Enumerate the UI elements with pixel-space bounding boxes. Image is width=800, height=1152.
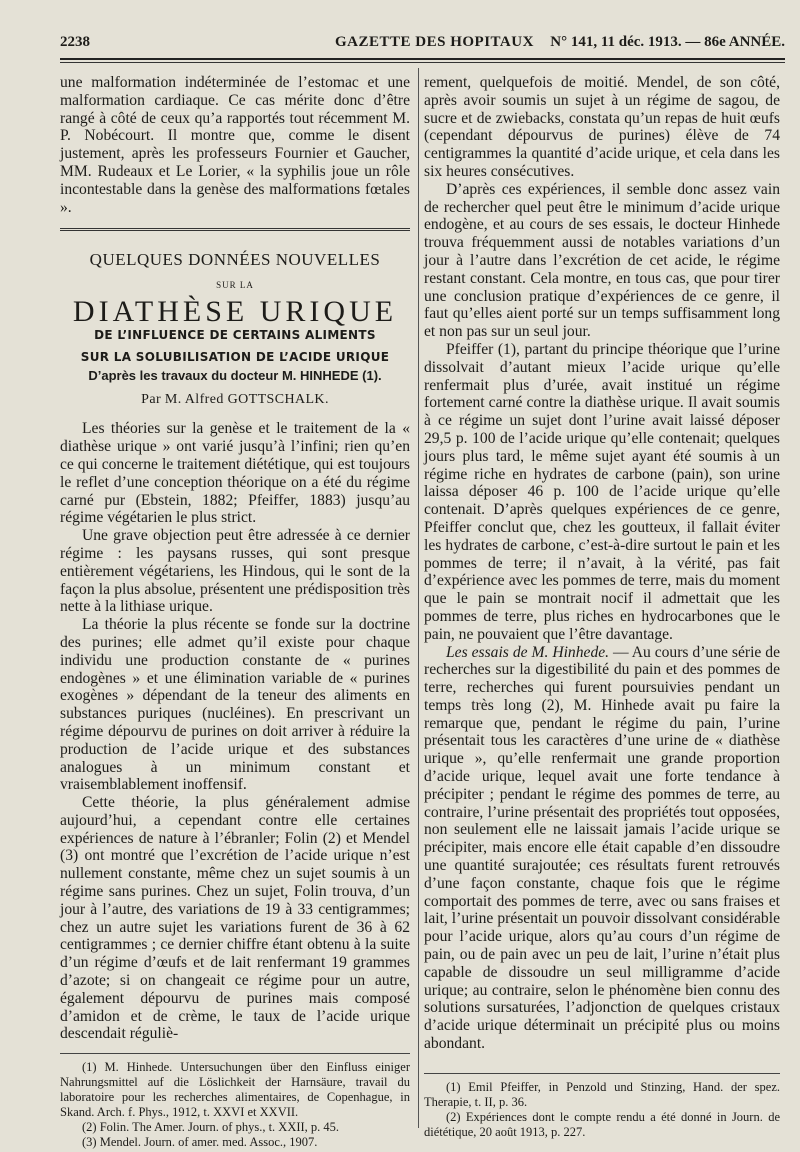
footnote-rule [60,1053,410,1054]
article-subtitle-2: SUR LA SOLUBILISATION DE L’ACIDE URIQUE [80,349,390,364]
page-header [60,32,785,56]
footnote: (2) Expériences dont le compte rendu a été donné in Journ. de diététique, 20 août 1913, p. 227. [424,1109,780,1139]
article-separator [60,228,410,231]
footnote: (2) Folin. The Amer. Journ. of phys., t. XXII, p. 45. [82,1120,340,1135]
previous-article-ending: une malformation indéterminée de l’estomac et une malformation cardiaque. Ce cas mérite donc d’être rangé à côté de ceux qu’a rapportés tout récemment M. P. Nobécourt. Il montre que, comme le disent justement, après les professeurs Fournier et Gaucher, MM. Rudeaux et Le Lorier, « la syphilis joue un rôle incontestable dans la genèse des malformations fœtales ». [60,74,410,216]
footnote-rule [424,1073,780,1074]
article-heading [60,251,410,408]
footnotes [424,1080,780,1140]
paragraph: Cette théorie, la plus généralement admise aujourd’hui, a cependant contre elle certaines expériences de nature à l’ébranler; Folin (2) et Mendel (3) ont montré que l’excrétion de l’acide urique n’est nullement constante, même chez un sujet soumis à un régime sans purines. Chez un sujet, Folin trouva, d’un jour à l’autre, des variations de 19 à 33 centigrammes; chez un autre sujet les variations furent de 36 à 62 centigrammes ; ce dernier chiffre étant obtenu à la suite d’un régime d’œufs et de lait renfermant 19 grammes d’azote; si on changeait ce régime pour un autre, également dépourvu de purines mais composé d’amidon et de crème, le taux de l’acide urique descendait réguliè- [60,794,410,1043]
header-rule-thin [60,62,785,63]
section-lead: Les essais de M. Hinhede. [446,643,610,661]
article-sur-la: SUR LA [216,280,254,291]
column-divider [418,68,419,1128]
footnotes [60,1060,410,1150]
page-number: 2238 [60,34,90,50]
issue-info: N° 141, 11 déc. 1913. — 86e ANNÉE. [550,34,785,50]
paragraph: La théorie la plus récente se fonde sur la doctrine des purines; elle admet qu’il existe pour chaque individu une production constante de « purines endogènes » et une élimination variable de « purines exogènes » dépendant de la teneur des aliments en substances puriques (nucléines). En prescrivant un régime dépourvu de purines on doit arriver à réduire la production de l’acide urique et des substances analogues à un minimum constant et vraisemblablement inoffensif. [60,616,410,794]
article-byline: Par M. Alfred GOTTSCHALK. [141,391,329,407]
paragraph: D’après ces expériences, il semble donc assez vain de rechercher quel peut être le minimum d’acide urique endogène, et au cours de ses essais, le docteur Hinhede trouva fréquemment aussi de notables variations d’un jour à l’autre dans l’excrétion de cet acide, le régime restant constant. Cela montre, en tous cas, que pour tirer une conclusion pratique d’expériences de ce genre, il faut qu’elles aient porté sur un temps suffisamment long et non pas sur un seul jour. [424,180,780,341]
paragraph: Les théories sur la genèse et le traitement de la « diathèse urique » ont varié jusqu’à l’infini; rien qu’en ce qui concerne le traitement diététique, qui est toujours le reflet d’une conception théorique on a été du régime carné pur (Ebstein, 1882; Pfeiffer, 1883) jusqu’au régime végétarien le plus strict. [60,420,410,527]
article-subtitle-1: DE L’INFLUENCE DE CERTAINS ALIMENTS [94,327,376,342]
paragraph: Pfeiffer (1), partant du principe théorique que l’urine dissolvait d’autant mieux l’acide urique qu’elle renfermait plus d’urée, avait institué un régime fortement carné contre la diathèse urique. Il avait soumis à ce régime un sujet dont l’urine avait laissé déposer 29,5 p. 100 de l’acide urique qu’elle contenait; quelques jours plus tard, le même sujet ayant été soumis à un régime riche en hydrates de carbone (pain), son urine laissa déposer 46 p. 100 de l’acide urique qu’elle contenait. D’après quelques expériences de ce genre, Pfeiffer conclut que, chez les goutteux, il fallait éviter les hydrates de carbone, c’est-à-dire surtout le pain et les pommes de terre; il n’avait, à la vérité, pas fait d’expérience avec les pommes de terre, mais du moment que le pain se montrait nocif il admettait que les pommes de terre, plus riches en hydrocarbones que le pain, ne pouvaient que l’être davantage. [424,340,780,643]
paragraph-body: — Au cours d’une série de recherches sur la digestibilité du pain et des pommes de terre, recherches qui furent poursuivies pendant un temps très long (2), M. Hinhede avait pu faire la remarque que, pendant le régime du pain, l’urine présentait tous les caractères d’une urine de « diathèse urique », qu’elle renfermait une grande proportion d’acide urique, lequel avait une forte tendance à précipiter ; pendant le régime des pommes de terre, au contraire, l’urine présentait des propriétés tout opposées, non seulement elle ne laissait jamais l’acide urique se précipiter, mais encore elle était capable d’en dissoudre une quantité surajoutée; ces résultats furent retrouvés d’une façon constante, chaque fois que le régime comportait des pommes de terre, avec ou sans fraises et lait, l’urine présentait un pouvoir dissolvant considérable pour l’acide urique, alors qu’au cours d’un régime de pain, ou de pain avec un peu de lait, l’urine n’était plus capable de dissoudre un seul milligramme d’acide urique; au contraire, selon le phénomène bien connu des solutions sursaturées, l’adjonction de quelques cristaux d’acide urique déterminait un précipité plus ou moins abondant. [424,643,780,1053]
paragraph [424,644,780,1053]
article-kicker: QUELQUES DONNÉES NOUVELLES [89,250,381,270]
footnote: (1) M. Hinhede. Untersuchungen über den Einfluss einiger Nahrungsmittel auf die Löslichkeit der Harnsäure, travail du laboratoire pour les recherches alimentaires, de Copenhague, in Skand. Arch. f. Phys., 1912, t. XXVI et XXVII. [60,1060,410,1120]
paragraph: rement, quelquefois de moitié. Mendel, de son côté, après avoir soumis un sujet à un régime de sagou, de sucre et de zwiebacks, constata qu’un repas de huit œufs (cependant dépourvus de purines) élève de 74 centigrammes la quantité d’acide urique, et cela dans les six heures consécutives. [424,74,780,180]
footnote: (1) Emil Pfeiffer, in Penzold und Stinzing, Hand. der spez. Therapie, t. II, p. 36. [424,1079,780,1109]
header-rule [60,58,785,60]
article-source: D’après les travaux du docteur M. HINHEDE (1). [88,367,382,383]
right-column [424,74,780,1140]
paragraph: Une grave objection peut être adressée à ce dernier régime : les paysans russes, qui sont presque entièrement végétariens, les Hindous, qui le sont de la façon la plus absolue, présentent une prédisposition très nette à la lithiase urique. [60,527,410,616]
journal-name: GAZETTE DES HOPITAUX [335,34,534,50]
footnote: (3) Mendel. Journ. of amer. med. Assoc., 1907. [82,1135,318,1150]
article-title: DIATHÈSE URIQUE [72,294,398,328]
left-column [60,74,410,1150]
